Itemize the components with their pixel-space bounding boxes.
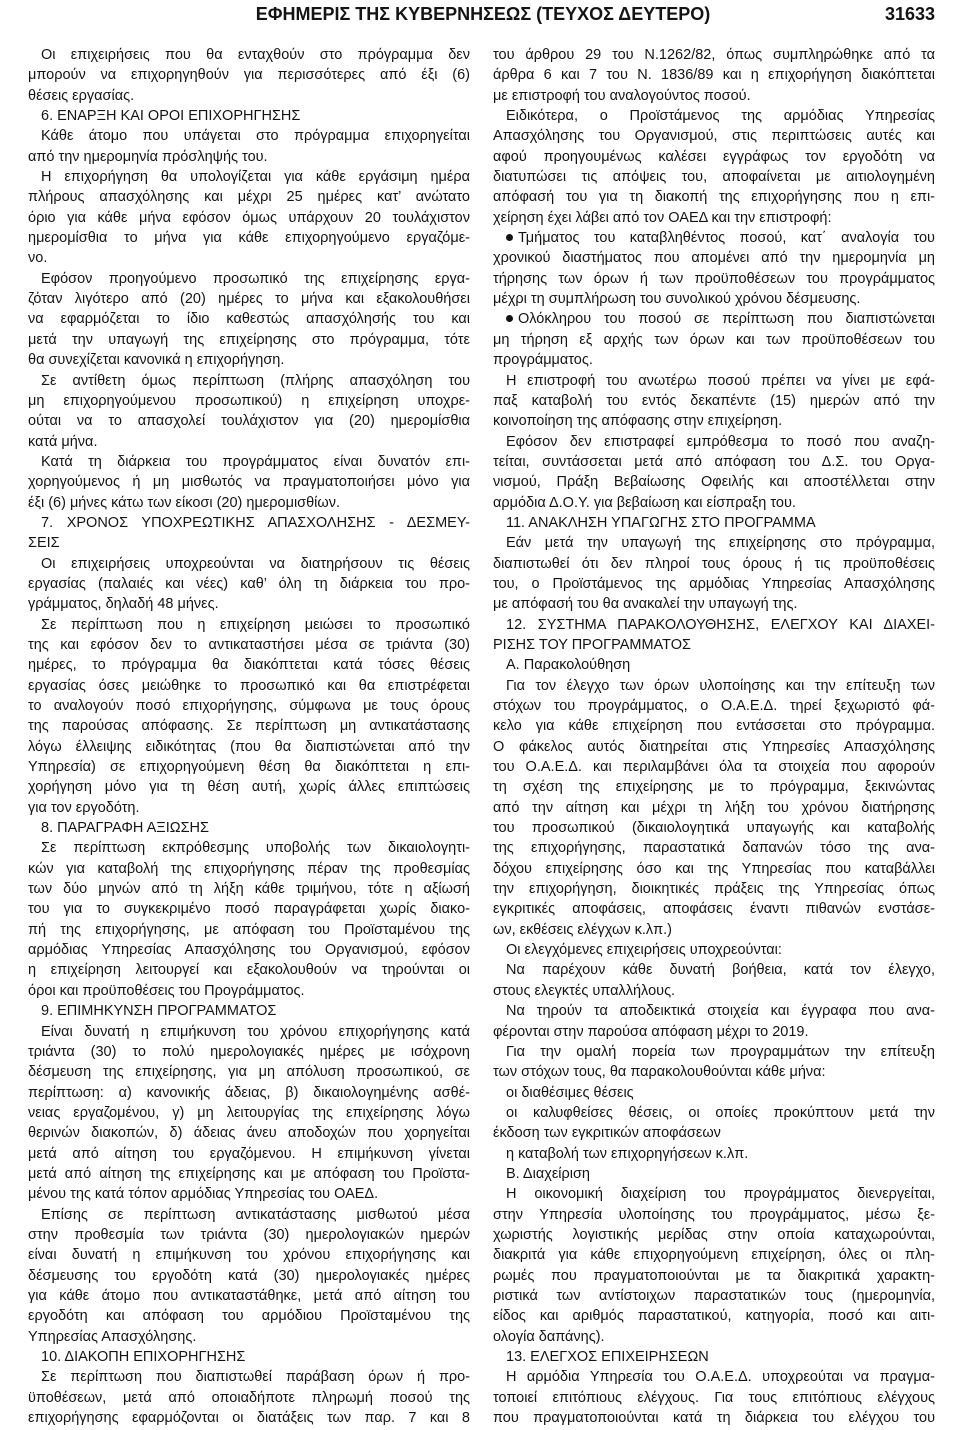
- paragraph: [493, 1001, 935, 1042]
- text-line: του Ο.Α.Ε.Δ. και περιλαμβάνει όλα τα στοιχεία που αφορούν: [493, 759, 935, 776]
- text-line: 12. ΣΥΣΤΗΜΑ ΠΑΡΑΚΟΛΟΥΘΗΣΗΣ, ΕΛΕΓΧΟΥ ΚΑΙ ΔΙΑΧΕΙ-: [506, 616, 935, 633]
- paragraph: [493, 1083, 935, 1103]
- section-heading: [493, 513, 935, 533]
- text-line: Οι επιχειρήσεις που θα ενταχθούν στο πρόγραμμα δεν: [41, 47, 470, 63]
- text-line: κατά μήνα.: [28, 433, 98, 450]
- paragraph: [28, 838, 470, 1001]
- subsection-heading: [493, 1164, 935, 1184]
- text-line: όριο για κάθε μήνα εφόσον όμως υπάρχουν 20 τουλάχιστον: [28, 209, 470, 226]
- text-line: εργασίας όσες μειώθηκε το προσωπικό και θα επιστρέφεται: [28, 677, 470, 694]
- text-line: μένου της κατά τόπον αρμόδιας Υπηρεσίας του ΟΑΕΔ.: [28, 1186, 379, 1203]
- text-line: άρθρα 6 και 7 του Ν. 1836/89 και η επιχορήγηση διακόπτεται: [493, 67, 935, 84]
- text-line: του προσωπικού (δικαιολογητικά υπαγωγής και καταβολής: [493, 820, 935, 837]
- text-line: το αναλογούν ποσό επιχορήγησης, σύμφωνα με τους όρους: [28, 698, 470, 714]
- text-line: θερινών διακοπών, δ) άδειας άνευ αποδοχών που χορηγείται: [28, 1125, 470, 1142]
- subsection-heading: [493, 655, 935, 675]
- section-heading: [28, 1347, 470, 1367]
- text-line: Κατά τη διάρκεια του προγράμματος είναι δυνατόν επι-: [41, 453, 470, 470]
- paragraph: [28, 1367, 470, 1428]
- paragraph: [493, 676, 935, 940]
- text-line: Εάν μετά την υπαγωγή της επιχείρησης στο πρόγραμμα,: [506, 535, 935, 552]
- text-line: να εφαρμόζεται το ίδιο καθεστώς απασχόλησής του και: [28, 311, 470, 328]
- text-line: ζόταν λιγότερο από (20) ημέρες το μήνα και εξακολουθήσει: [28, 291, 470, 308]
- paragraph: [493, 1184, 935, 1347]
- text-line: Η επιχορήγηση θα υπολογίζεται για κάθε εργάσιμη ημέρα: [41, 169, 470, 186]
- text-line: μέχρι τη συμπλήρωση του συνολικού χρόνου δέσμευσης.: [493, 291, 861, 308]
- section-heading: [28, 818, 470, 838]
- text-line: Σε περίπτωση που η επιχείρηση μειώσει το προσωπικό: [41, 616, 470, 633]
- text-line: νειας εργαζομένου, γ) μη λειτουργίας της επιχείρησης λόγω: [28, 1104, 470, 1121]
- text-line: την επιχορήγηση, διοικητικές πράξεις της Υπηρεσίας όπως: [493, 881, 935, 898]
- text-line-content: Ολόκληρου του ποσού σε περίπτωση που διαπιστώνεται: [518, 311, 935, 328]
- text-line: ημέρες, το πρόγραμμα θα διακόπτεται κατά τόσες θέσεις: [28, 657, 470, 674]
- text-line: απόφασή του για τη διακοπή της επιχορήγησης που η επι-: [493, 189, 935, 206]
- text-line: Β. Διαχείριση: [506, 1165, 590, 1182]
- text-line: Ο φάκελος αυτός διατηρείται στις Υπηρεσίες Απασχόλησης: [493, 738, 935, 755]
- text-line: [493, 228, 935, 248]
- text-line: με επιστροφή του αναλογούντος ποσού.: [493, 87, 751, 104]
- text-line: του, ο Προϊστάμενος της αρμόδιας Υπηρεσίας Απασχόλησης: [493, 575, 935, 592]
- text-line: τη σχέση της επιχείρησης με το πρόγραμμα, ξεκινώντας: [493, 779, 935, 796]
- text-line: Να παρέχουν κάθε δυνατή βοήθεια, κατά τον έλεγχο,: [506, 962, 935, 979]
- text-line: στην προθεσμία των τριάντα (30) ημερολογιακών ημερών: [28, 1226, 470, 1243]
- text-line: όροι και προϋποθέσεις του Προγράμματος.: [28, 982, 305, 999]
- text-line: η επιχείρηση λειτουργεί και εξακολουθούν να τηρούνται οι: [28, 962, 470, 979]
- section-heading: [28, 1001, 470, 1021]
- text-line: 6. ΕΝΑΡΞΗ ΚΑΙ ΟΡΟΙ ΕΠΙΧΟΡΗΓΗΣΗΣ: [41, 108, 301, 125]
- text-line: οι διαθέσιμες θέσεις: [506, 1084, 634, 1101]
- paragraph: [28, 554, 470, 615]
- text-line: μετά από αίτηση του εργαζόμενου. Η επιμήκυνση γίνεται: [28, 1145, 470, 1162]
- text-line: θα συνεχίζεται κανονικά η επιχορήγηση.: [28, 352, 285, 369]
- text-line: Να τηρούν τα αποδεικτικά στοιχεία και έγγραφα που ανα-: [506, 1003, 935, 1020]
- text-line: εργασίας (παλαιές και νέες) καθ’ όλη τη διάρκεια του προ-: [28, 575, 470, 592]
- text-line: διατυπώσει τις απόψεις του, αποφαίνεται με αιτιολογημένη: [493, 169, 935, 186]
- text-line: παξ καταβολή του εντός δεκαπέντε (15) ημερών από την: [493, 392, 935, 409]
- text-line: διακριτά για κάθε επιχορηγούμενη επιχείρηση, όλες οι πλη-: [493, 1247, 935, 1264]
- text-line: επιχορήγησης εφαρμόζονται οι διατάξεις των παρ. 7 και 8: [28, 1410, 470, 1427]
- text-line: 11. ΑΝΑΚΛΗΣΗ ΥΠΑΓΩΓΗΣ ΣΤΟ ΠΡΟΓΡΑΜΜΑ: [506, 514, 816, 531]
- text-line: πή της επιχορήγησης, με απόφαση του Προϊσταμένου της: [28, 921, 470, 938]
- text-line: ΣΕΙΣ: [28, 535, 60, 552]
- paragraph: [493, 533, 935, 614]
- text-line: αρμόδια Δ.Ο.Υ. για βεβαίωση και είσπραξη του.: [493, 494, 796, 511]
- text-line: γράμματος, δηλαδή 48 μήνες.: [28, 596, 219, 613]
- paragraph: [493, 960, 935, 1001]
- text-line: 13. ΕΛΕΓΧΟΣ ΕΠΙΧΕΙΡΗΣΕΩΝ: [506, 1349, 709, 1365]
- text-line: χωριστής λογιστικής μερίδας στην οποία καταχωρούνται,: [493, 1226, 935, 1243]
- text-line: των στόχων τους, θα παρακολουθούνται κάθε μήνα:: [493, 1064, 826, 1081]
- text-line: φέρονται στην παρούσα απόφαση μέχρι το 2019.: [493, 1023, 809, 1040]
- text-line: 7. ΧΡΟΝΟΣ ΥΠΟΧΡΕΩΤΙΚΗΣ ΑΠΑΣΧΟΛΗΣΗΣ - ΔΕΣΜΕΥ-: [41, 514, 470, 531]
- text-line: Είναι δυνατή η επιμήκυνση του χρόνου επιχορήγησης κατά: [41, 1023, 470, 1040]
- text-line: λόγω έλλειψης ειδικότητας (που θα διαπιστώνεται από την: [28, 738, 470, 755]
- text-line: μη τήρηση εξ αρχής των όρων και των προϋποθέσεων του: [493, 331, 935, 348]
- paragraph: [493, 371, 935, 432]
- text-line: μη επιχορηγούμενου προσωπικού) η επιχείρηση υποχρε-: [28, 392, 470, 409]
- text-line: κοινοποίηση της απόφασης στην επιχείρηση.: [493, 413, 783, 430]
- section-heading: [28, 513, 470, 554]
- text-line: ολογία δαπάνης).: [493, 1328, 605, 1345]
- text-line: χορήγηση μόνο για τη θέση αυτή, χωρίς άλλες επιπτώσεις: [28, 779, 470, 796]
- text-line: Εφόσον προηγούμενο προσωπικό της επιχείρησης εργα-: [41, 270, 470, 287]
- paragraph: [28, 371, 470, 452]
- paragraph: [28, 452, 470, 513]
- text-line: Επίσης σε περίπτωση αντικατάστασης μισθωτού μέσα: [41, 1206, 470, 1223]
- paragraph: [493, 1103, 935, 1144]
- text-line: είναι δυνατή η επιμήκυνση του χρόνου επιχορήγησης και: [28, 1247, 470, 1264]
- text-line: Κάθε άτομο που υπάγεται στο πρόγραμμα επιχορηγείται: [41, 128, 470, 145]
- paragraph: [493, 45, 935, 106]
- text-line: κελο για κάθε επιχείρηση που εντάσσεται στο πρόγραμμα.: [493, 718, 935, 735]
- text-line: Οι ελεγχόμενες επιχειρήσεις υποχρεούνται:: [506, 942, 782, 959]
- text-line: για κάθε άτομο που αντικαταστάθηκε, μετά από αίτηση του: [28, 1287, 470, 1304]
- text-line: ρωμές που πραγματοποιούνται με τα διακριτικά χαρακτη-: [493, 1267, 935, 1284]
- text-line: με απόφασή του θα ανακαλεί την υπαγωγή της.: [493, 596, 798, 613]
- text-line: για τον εργοδότη.: [28, 799, 140, 816]
- text-line: πλήρους απασχόλησης και μέχρι 25 ημέρες κατ’ ανώτατο: [28, 189, 470, 206]
- text-line: Για τον έλεγχο των όρων υλοποίησης και την επίτευξη των: [506, 677, 935, 694]
- text-line: 8. ΠΑΡΑΓΡΑΦΗ ΑΞΙΩΣΗΣ: [41, 820, 209, 837]
- text-line: ϋποθέσεων, μετά από οποιαδήποτε πληρωμή ποσού της: [28, 1389, 470, 1406]
- text-line: από την αίτηση και μέχρι τη λήξη του χρόνου διατήρησης: [493, 799, 935, 816]
- text-line: ημερομίσθια το μήνα για κάθε επιχορηγούμενο εργαζόμε-: [28, 230, 470, 247]
- paragraph: [28, 1022, 470, 1205]
- text-line: 10. ΔΙΑΚΟΠΗ ΕΠΙΧΟΡΗΓΗΣΗΣ: [41, 1349, 246, 1365]
- text-line: ΡΙΣΗΣ ΤΟΥ ΠΡΟΓΡΑΜΜΑΤΟΣ: [493, 636, 691, 653]
- text-line: προγράμματος.: [493, 352, 593, 369]
- section-heading: [28, 106, 470, 126]
- text-line: έκδοση των εγκριτικών αποφάσεων: [493, 1125, 721, 1142]
- text-line: δέσμευσης του εργοδότη κατά (30) ημερολογιακές ημέρες: [28, 1267, 470, 1284]
- text-line: τοποιεί επιτόπιους ελέγχους. Για τους επιτόπιους ελέγχους: [493, 1389, 935, 1406]
- paragraph: [28, 126, 470, 167]
- text-line: είδος και αριθμός παραστατικού, κατηγορία, ποσό και αιτι-: [493, 1308, 935, 1325]
- text-line: ριστικά των αντίστοιχων παραστατικών τους (ημερομηνία,: [493, 1287, 935, 1304]
- text-line: Α. Παρακολούθηση: [506, 657, 631, 674]
- text-line: από την ημερομηνία πρόσληψής του.: [28, 148, 268, 165]
- bullet-item: [493, 228, 935, 309]
- text-line: Σε αντίθετη όμως περίπτωση (πλήρης απασχόληση του: [41, 372, 470, 389]
- text-line: χείρηση έχει λάβει από τον ΟΑΕΔ και την επιστροφή:: [493, 209, 832, 226]
- text-line: ων, εκθέσεις ελέγχων κ.λπ.): [493, 921, 672, 938]
- section-heading: [493, 615, 935, 656]
- text-line: του άρθρου 29 του Ν.1262/82, όπως συμπληρώθηκε από τα: [493, 47, 935, 63]
- section-heading: [493, 1347, 935, 1367]
- text-line: 9. ΕΠΙΜΗΚΥΝΣΗ ΠΡΟΓΡΑΜΜΑΤΟΣ: [41, 1003, 277, 1020]
- text-line: Οι επιχειρήσεις υποχρεούνται να διατηρήσουν τις θέσεις: [41, 555, 470, 572]
- paragraph: [493, 1042, 935, 1083]
- text-line: νο.: [28, 250, 48, 267]
- paragraph: [28, 615, 470, 818]
- text-line: τείται, συντάσσεται μετά από απόφαση του Δ.Σ. του Οργα-: [493, 453, 935, 470]
- text-line: οι καλυφθείσες θέσεις, οι οποίες προκύπτουν μετά την: [506, 1104, 935, 1121]
- text-line: Η επιστροφή του ανωτέρω ποσού πρέπει να γίνει με εφά-: [506, 372, 935, 389]
- paragraph: [493, 432, 935, 513]
- text-line: Σε περίπτωση που διαπιστωθεί παράβαση όρων ή προ-: [41, 1369, 470, 1386]
- text-line: μπορούν να επιχορηγηθούν για περισσότερες από έξι (6): [28, 67, 470, 84]
- paragraph: [493, 1144, 935, 1164]
- paragraph: [28, 167, 470, 269]
- text-line: περίπτωση: α) κανονικής άδειας, β) δικαιολογημένης ασθέ-: [28, 1084, 470, 1101]
- text-line: Η αρμόδια Υπηρεσία του Ο.Α.Ε.Δ. υποχρεούται να πραγμα-: [506, 1369, 935, 1386]
- text-line: η καταβολή των επιχορηγήσεων κ.λπ.: [506, 1145, 749, 1162]
- bullet-item: [493, 309, 935, 370]
- text-line: εγκριτικές αποφάσεις, αποφάσεις έναντι πιθανών ενστάσε-: [493, 901, 935, 918]
- paragraph: [28, 1205, 470, 1347]
- text-line: Ειδικότερα, ο Προϊστάμενος της αρμόδιας Υπηρεσίας: [506, 108, 935, 125]
- bullet-icon: [506, 234, 513, 241]
- running-header-title: ΕΦΗΜΕΡΙΣ ΤΗΣ ΚΥΒΕΡΝΗΣΕΩΣ (ΤΕΥΧΟΣ ΔΕΥΤΕΡΟ): [255, 4, 711, 24]
- text-line: αρμόδιας Υπηρεσίας Απασχόλησης του Οργανισμού, εφόσον: [28, 942, 470, 959]
- text-line: διαπιστωθεί ότι δεν πληροί τους όρους ή τις προϋποθέσεις: [493, 555, 935, 572]
- text-line: [493, 309, 935, 329]
- right-column: [493, 45, 935, 1428]
- text-line: εργοδότη και απόφαση του αρμόδιου Προϊσταμένου της: [28, 1308, 470, 1325]
- text-line: μετά την υπαγωγή της επιχείρησης στο πρόγραμμα, τότε: [28, 331, 470, 348]
- text-line: νισμού, Πράξη Βεβαίωσης Οφειλής και αποστέλλεται στην: [493, 474, 935, 491]
- text-line: Για την ομαλή πορεία των προγραμμάτων την επίτευξη: [506, 1043, 935, 1060]
- page-number: 31633: [884, 4, 935, 24]
- text-line: της επιχορήγησης, παραστατικά δαπανών τόσο της ανα-: [493, 840, 935, 857]
- text-line: ούται να το απασχολεί τουλάχιστον για (20) ημερομίσθια: [28, 413, 470, 430]
- text-line: Εφόσον δεν επιστραφεί εμπρόθεσμα το ποσό που αναζη-: [506, 433, 935, 450]
- paragraph: [493, 1367, 935, 1428]
- text-line: του για το συγκεκριμένο ποσό παραγράφεται χωρίς διακο-: [28, 901, 470, 918]
- text-line: μετά από αίτηση της επιχείρησης και με απόφαση του Προϊστα-: [28, 1165, 470, 1182]
- paragraph: [493, 106, 935, 228]
- text-line: θέσεις εργασίας.: [28, 87, 135, 104]
- text-line: τριάντα (30) το πολύ ημερολογιακές ημέρες με ισόχρονη: [28, 1043, 470, 1060]
- text-line: της και εφόσον δεν το αντικαταστήσει μέσα σε τριάντα (30): [28, 636, 470, 653]
- text-line: των δύο μηνών από τη λήξη κάθε τριμήνου, τότε η αξίωσή: [28, 881, 470, 898]
- left-column: [28, 45, 470, 1428]
- text-line: στην Υπηρεσία υλοποίησης του προγράμματος, μέσω ξε-: [493, 1206, 935, 1223]
- text-line: Υπηρεσίας Απασχόλησης.: [28, 1328, 197, 1345]
- text-line: χορηγούμενος ή μη μισθωτός να πραγματοποιήσει μόνο για: [28, 474, 470, 491]
- text-line: Απασχόλησης του Οργανισμού, στις περιπτώσεις αυτές και: [493, 128, 935, 145]
- text-line: αφού προηγουμένως καλέσει εγγράφως τον εργοδότη να: [493, 148, 935, 165]
- text-line-content: Τμήματος του καταβληθέντος ποσού, κατ΄ αναλογία του: [518, 230, 935, 247]
- paragraph: [28, 45, 470, 106]
- paragraph: [28, 269, 470, 371]
- text-line: Σε περίπτωση εκπρόθεσμης υποβολής των δικαιολογητι-: [41, 840, 470, 857]
- text-line: στόχων του προγράμματος, ο Ο.Α.Ε.Δ. τηρεί ξεχωριστό φά-: [493, 698, 935, 714]
- text-line: κών για καταβολή της επιχορήγησης πέραν της προθεσμίας: [28, 860, 470, 877]
- text-line: της παρούσας απόφασης. Σε περίπτωση μη αντικατάστασης: [28, 718, 470, 735]
- text-line: Υπηρεσία) σε επιχορηγούμενη θέση θα διακόπτεται η επι-: [28, 759, 470, 776]
- text-line: έξι (6) μήνες κάτω των είκοσι (20) ημερομισθίων.: [28, 494, 340, 511]
- text-line: δέσμευση της επιχείρησης, για μη απόλυση προσωπικού, σε: [28, 1064, 470, 1081]
- paragraph: [493, 940, 935, 960]
- text-line: Η οικονομική διαχείριση του προγράμματος διενεργείται,: [506, 1186, 935, 1203]
- text-line: στους ελεγκτές υπαλλήλους.: [493, 982, 676, 999]
- bullet-icon: [506, 315, 513, 322]
- text-line: χρονικού διαστήματος που απομένει από την ημερομηνία μη: [493, 250, 935, 267]
- text-line: που πραγματοποιούνται κατά τη διάρκεια του ελέγχου του: [493, 1410, 935, 1427]
- text-line: τήρησης των όρων ή των προϋποθέσεων του προγράμματος: [493, 270, 935, 287]
- text-line: δόχου επιχείρησης όσο και της Υπηρεσίας που καταβάλλει: [493, 860, 935, 877]
